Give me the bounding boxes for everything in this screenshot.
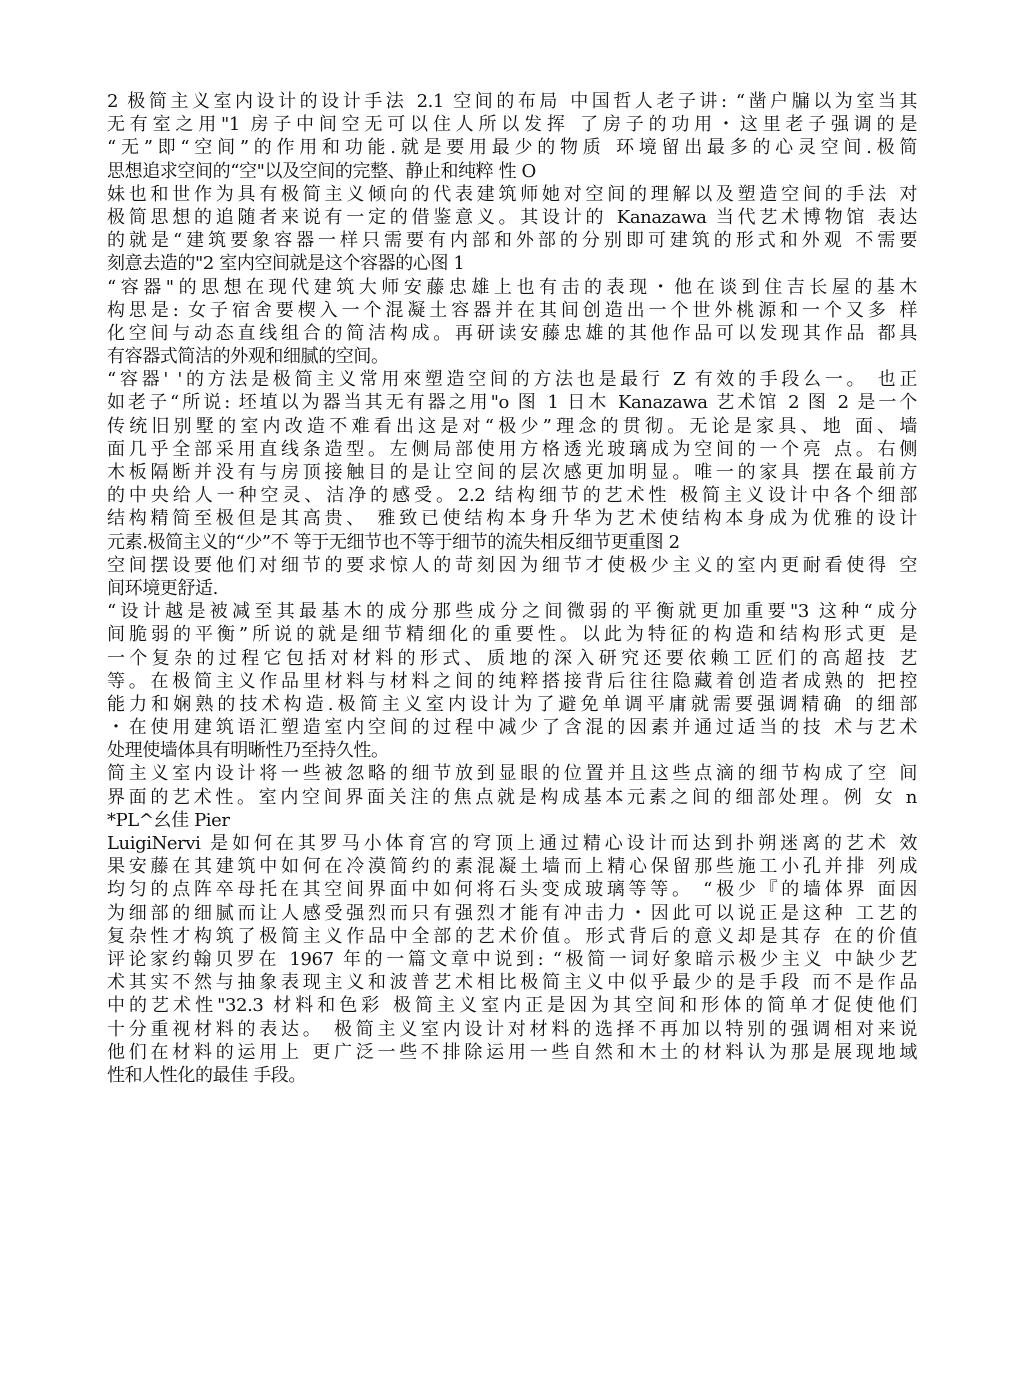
text-line: 面几乎全部采用直线条造型。左侧局部使用方格透光玻璃成为空间的一个亮 点。右侧 xyxy=(107,438,917,460)
text-line: 界面的艺术性。室内空间界面关注的焦点就是构成基本元素之间的细部处理。例 女 n xyxy=(107,786,917,808)
text-line: ・在使用建筑语汇塑造室内空间的过程中减少了含混的因素并通过适当的技 术与艺术 xyxy=(107,717,917,739)
text-line: 间脆弱的平衡”所说的就是细节精细化的重要性。以此为特征的构造和结构形式更 是 xyxy=(107,624,917,646)
text-line: *PL^幺佳 Pier xyxy=(107,809,230,831)
text-line: 2 极简主义室内设计的设计手法 2.1 空间的布局 中国哲人老子讲: “凿户牖以为室当其 xyxy=(107,91,917,112)
text-line: 空间摆设要他们对细节的要求惊人的苛刻因为细节才使极少主义的室内更耐看使得 空 xyxy=(107,554,917,576)
text-line: 无有室之用"1 房子中间空无可以住人所以发挥 了房子的功用・这里老子强调的是 xyxy=(107,114,917,136)
text-line: 的中央给人一种空灵、洁净的感受。2.2 结构细节的艺术性 极简主义设计中各个细部 xyxy=(107,485,917,507)
text-line: 化空间与动态直线组合的简洁构成。再研读安藤忠雄的其他作品可以发现其作品 都具 xyxy=(107,322,917,344)
text-line: 简主义室内设计将一些被忽略的细节放到显眼的位置并且这些点滴的细节构成了空 间 xyxy=(107,763,917,785)
text-line: 果安藤在其建筑中如何在冷漠简约的素混凝土墙而上精心保留那些施工小孔并排 列成 xyxy=(107,856,917,878)
text-line: 性和人性化的最佳 手段。 xyxy=(107,1064,306,1086)
text-line: 的就是“建筑要象容器一样只需要有内部和外部的分别即可建筑的形式和外观 不需要 xyxy=(107,230,917,252)
text-line: 极简思想的追随者来说有一定的借鉴意义。其设计的 Kanazawa 当代艺术博物馆 表达 xyxy=(107,206,917,228)
text-line: 一个复杂的过程它包括对材料的形式、质地的深入研究还要依赖工匠们的高超技 艺 xyxy=(107,647,917,669)
text-line: 中的艺术性"32.3 材料和色彩 极简主义室内正是因为其空间和形体的简单才促使他们 xyxy=(107,995,917,1017)
text-line: 如老子“所说: 坯埴以为器当其无有器之用"o 图 1 日木 Kanazawa 艺术馆 2 图 2 是一个 xyxy=(107,392,917,414)
text-line: 妹也和世作为具有极简主义倾向的代表建筑师她对空间的理解以及塑造空间的手法 对 xyxy=(107,183,917,205)
text-line: 间环境更舒适. xyxy=(107,577,218,599)
text-line: 思想追求空间的“空"以及空间的完整、静止和纯粹 性 O xyxy=(107,160,536,182)
text-line: 术其实不然与抽象表现主义和波普艺术相比极简主义中似乎最少的是手段 而不是作品 xyxy=(107,972,917,994)
text-line: 有容器式简洁的外观和细腻的空间。 xyxy=(107,346,389,368)
text-line: “设计越是被减至其最基木的成分那些成分之间微弱的平衡就更加重要"3 这种“成分 xyxy=(107,601,917,623)
text-line: 均匀的点阵卒母托在其空间界面中如何将石头变成玻璃等等。 “极少『的墙体界 面因 xyxy=(107,879,917,901)
text-line: LuigiNervi 是如何在其罗马小体育宫的穹顶上通过精心设计而达到扑朔迷离的艺术 效 xyxy=(107,833,917,854)
text-line: 构思是: 女子宿舍要楔入一个混凝土容器并在其间创造出一个世外桃源和一个又多 样 xyxy=(107,299,917,321)
text-line: “容器' '的方法是极简主义常用來塑造空间的方法也是最行 Z 有效的手段么一。 也正 xyxy=(107,369,917,391)
text-line: “容器"的思想在现代建筑大师安藤忠雄上也有击的表现・他在谈到住吉长屋的基木 xyxy=(107,276,917,298)
text-line: 他们在材料的运用上 更广泛一些不排除运用一些自然和木土的材料认为那是展现地域 xyxy=(107,1041,917,1063)
text-line: 刻意去造的"2 室内空间就是这个容器的心图 1 xyxy=(107,253,465,275)
document-body xyxy=(107,90,917,1087)
text-line: 十分重视材料的表达。 极简主义室内设计对材料的选择不再加以特别的强调相对来说 xyxy=(107,1018,917,1040)
text-line: 元素.极简主义的“少”不 等于无细节也不等于细节的流失相反细节更重图 2 xyxy=(107,531,680,553)
text-line: 木板隔断并没有与房顶接触目的是让空间的层次感更加明显。唯一的家具 摆在最前方 xyxy=(107,462,917,483)
text-line: 结构精简至极但是其高贵、 雅致已使结构本身升华为艺术使结构本身成为优雅的设计 xyxy=(107,508,917,530)
text-line: 能力和娴熟的技术构造.极简主义室内设计为了避免单调平庸就需要强调精确 的细部 xyxy=(107,693,917,715)
text-line: 复杂性才构筑了极简主义作品中全部的艺术价值。形式背后的意义却是其存 在的价值 xyxy=(107,925,917,947)
text-line: “无”即“空间”的作用和功能.就是要用最少的物质 环境留出最多的心灵空间.极简 xyxy=(107,137,917,159)
text-line: 评论家约翰贝罗在 1967 年的一篇文章中说到: “极简一词好象暗示极少主义 中缺少艺 xyxy=(107,948,917,970)
text-line: 为细部的细腻而让人感受强烈而只有强烈才能有冲击力・因此可以说正是这种 工艺的 xyxy=(107,902,917,924)
text-line: 处理使墙体具有明晰性乃至持久性。 xyxy=(107,740,389,762)
text-line: 传统旧别墅的室内改造不难看出这是对“极少”理念的贯彻。无论是家具、地 面、墙 xyxy=(107,415,917,437)
text-line: 等。在极简主义作品里材料与材料之间的纯粹搭接背后往往隐藏着创造者成熟的 把控 xyxy=(107,670,917,692)
